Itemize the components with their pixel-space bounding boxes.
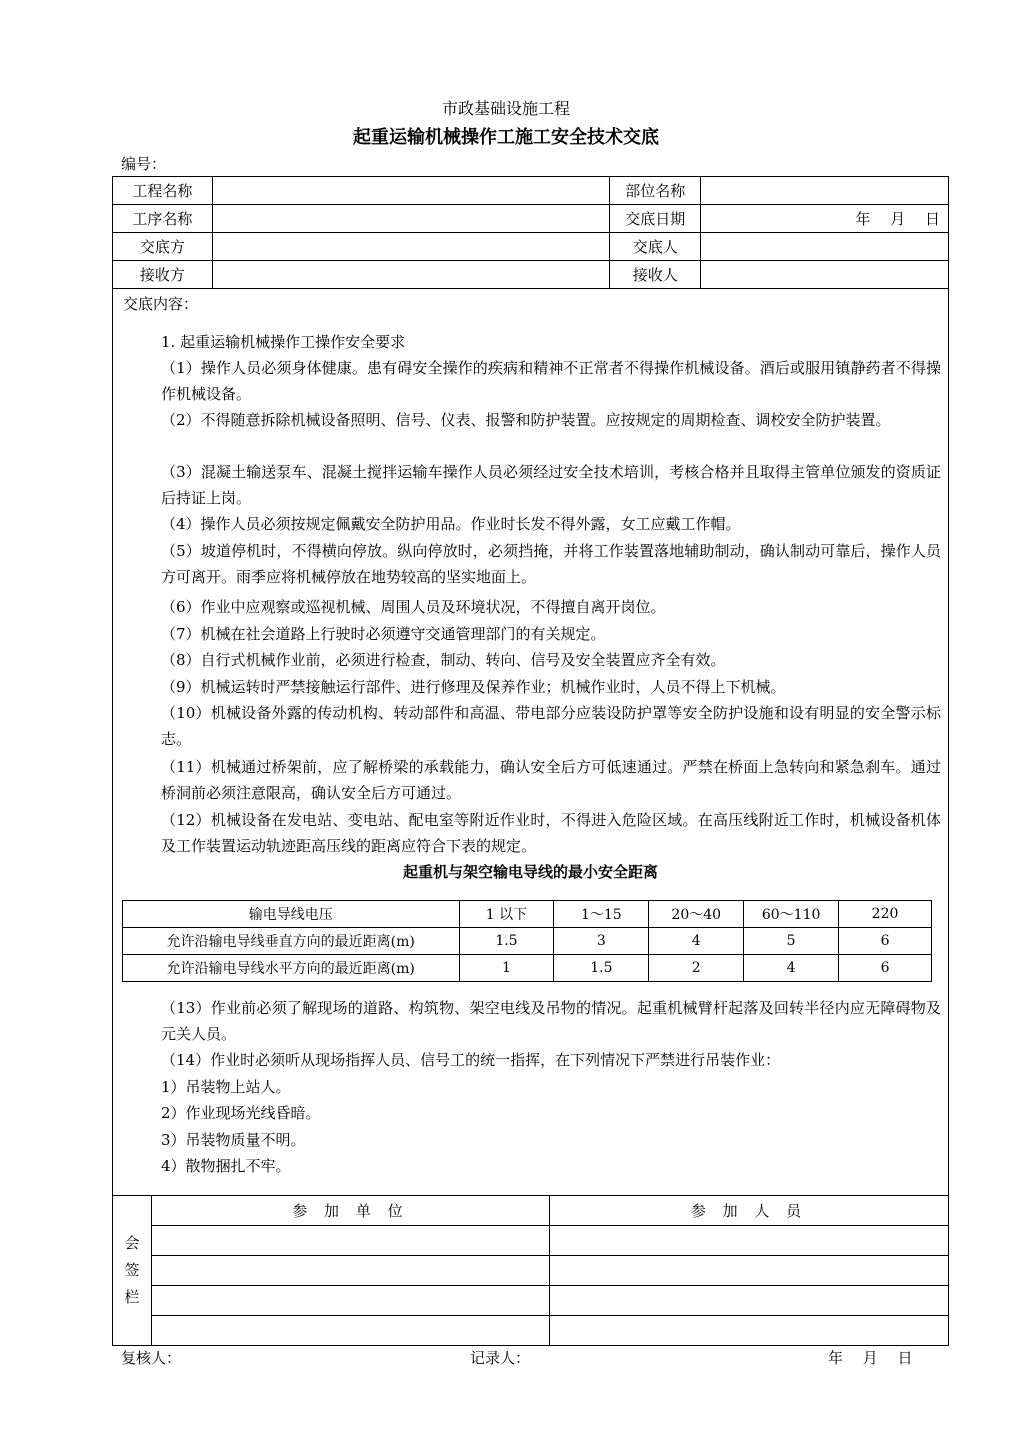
person-cell[interactable]: [549, 1256, 948, 1286]
sign-side-char: 会: [124, 1234, 140, 1252]
horizontal-distance-label: 允许沿输电导线水平方向的最近距离(m): [123, 955, 460, 982]
serial-number-label: 编号：: [121, 155, 167, 173]
unit-cell[interactable]: [151, 1256, 549, 1286]
voltage-header: 输电导线电压: [123, 901, 460, 928]
distance-table: [122, 900, 932, 982]
document-title: 起重运输机械操作工施工安全技术交底: [353, 127, 659, 148]
paragraph-7: （7）机械在社会道路上行驶时必须遵守交通管理部门的有关规定。: [161, 625, 606, 643]
sign-table: [112, 1195, 949, 1346]
list-item-4: 4）散物捆扎不牢。: [161, 1157, 291, 1175]
distance-cell: 4: [649, 928, 744, 955]
distance-cell: 6: [839, 955, 932, 982]
reviewer-label: 复核人：: [121, 1349, 182, 1367]
receiver-party-label: 接收方: [113, 261, 213, 289]
project-name-value[interactable]: [212, 177, 609, 205]
receiver-party-value[interactable]: [212, 261, 609, 289]
person-cell[interactable]: [549, 1226, 948, 1256]
paragraph-6: （6）作业中应观察或巡视机械、周围人员及环境状况，不得擅自离开岗位。: [161, 598, 666, 616]
voltage-cell: 220: [839, 901, 932, 928]
document-category: 市政基础设施工程: [441, 99, 570, 118]
info-row-giver: [113, 233, 949, 261]
paragraph-2: （2）不得随意拆除机械设备照明、信号、仪表、报警和防护装置。应按规定的周期检查、调校安全防护装置。: [161, 411, 891, 429]
sign-row: [113, 1316, 949, 1346]
paragraph-1: （1）操作人员必须身体健康。患有碍安全操作的疾病和精神不正常者不得操作机械设备。酒后或服用镇静药者不得操作机械设备。: [161, 359, 941, 403]
unit-cell[interactable]: [151, 1316, 549, 1346]
vertical-distance-row: [123, 928, 932, 955]
section-heading: 1. 起重运输机械操作工操作安全要求: [161, 333, 406, 351]
distance-cell: 4: [744, 955, 839, 982]
paragraph-9: （9）机械运转时严禁接触运行部件、进行修理及保养作业；机械作业时，人员不得上下机械。: [161, 678, 786, 696]
distance-cell: 1.5: [459, 928, 554, 955]
content-label: 交底内容：: [123, 295, 199, 313]
sign-side-label: [113, 1196, 152, 1346]
participating-person-header: 参 加 人 员: [549, 1196, 948, 1226]
voltage-cell: 20～40: [649, 901, 744, 928]
list-item-1: 1）吊装物上站人。: [161, 1078, 291, 1096]
giver-party-label: 交底方: [113, 233, 213, 261]
paragraph-12: （12）机械设备在发电站、变电站、配电室等附近作业时，不得进入危险区域。在高压线附近工作时，机械设备机体及工作装置运动轨迹距高压线的距离应符合下表的规定。: [161, 811, 941, 855]
paragraph-13: （13）作业前必须了解现场的道路、构筑物、架空电线及吊物的情况。起重机械臂杆起落及回转半径内应无障碍物及元关人员。: [161, 999, 941, 1043]
unit-cell[interactable]: [151, 1286, 549, 1316]
paragraph-14: （14）作业时必须听从现场指挥人员、信号工的统一指挥，在下列情况下严禁进行吊装作业：: [161, 1051, 781, 1069]
receiver-person-value[interactable]: [701, 261, 949, 289]
distance-header-row: [123, 901, 932, 928]
distance-table-title: 起重机与架空输电导线的最小安全距离: [402, 863, 658, 881]
receiver-person-label: 接收人: [610, 261, 701, 289]
giver-party-value[interactable]: [212, 233, 609, 261]
paragraph-8: （8）自行式机械作业前，必须进行检查，制动、转向、信号及安全装置应齐全有效。: [161, 651, 726, 669]
content-section: [112, 289, 949, 1195]
process-name-value[interactable]: [212, 205, 609, 233]
unit-cell[interactable]: [151, 1226, 549, 1256]
distance-cell: 1: [459, 955, 554, 982]
paragraph-11: （11）机械通过桥架前，应了解桥梁的承载能力，确认安全后方可低速通过。严禁在桥面上急转向和紧急刹车。通过桥洞前必须注意限高，确认安全后方可通过。: [161, 758, 941, 802]
distance-cell: 2: [649, 955, 744, 982]
paragraph-5: （5）坡道停机时，不得横向停放。纵向停放时，必须挡掩，并将工作装置落地辅助制动，确认制动可靠后，操作人员方可离开。雨季应将机械停放在地势较高的坚实地面上。: [161, 542, 941, 586]
vertical-distance-label: 允许沿输电导线垂直方向的最近距离(m): [123, 928, 460, 955]
date-value[interactable]: 年 月 日: [701, 205, 949, 233]
info-table: [112, 176, 949, 289]
footer-date: 年 月 日: [828, 1349, 913, 1367]
sign-row: [113, 1286, 949, 1316]
sign-row: [113, 1256, 949, 1286]
sign-row: [113, 1226, 949, 1256]
distance-cell: 1.5: [554, 955, 649, 982]
process-name-label: 工序名称: [113, 205, 213, 233]
info-row-project: [113, 177, 949, 205]
giver-person-label: 交底人: [610, 233, 701, 261]
sign-side-char: 签: [124, 1261, 140, 1279]
giver-person-value[interactable]: [701, 233, 949, 261]
recorder-label: 记录人：: [470, 1349, 531, 1367]
project-name-label: 工程名称: [113, 177, 213, 205]
person-cell[interactable]: [549, 1316, 948, 1346]
sign-side-char: 栏: [124, 1288, 140, 1306]
sign-header-row: [113, 1196, 949, 1226]
distance-cell: 3: [554, 928, 649, 955]
paragraph-3: （3）混凝土输送泵车、混凝土搅拌运输车操作人员必须经过安全技术培训，考核合格并且取得主管单位颁发的资质证后持证上岗。: [161, 463, 941, 507]
info-row-process: [113, 205, 949, 233]
paragraph-10: （10）机械设备外露的传动机构、转动部件和高温、带电部分应装设防护罩等安全防护设施和设有明显的安全警示标志。: [161, 704, 941, 748]
distance-cell: 5: [744, 928, 839, 955]
list-item-3: 3）吊装物质量不明。: [161, 1131, 306, 1149]
person-cell[interactable]: [549, 1286, 948, 1316]
voltage-cell: 60～110: [744, 901, 839, 928]
distance-cell: 6: [839, 928, 932, 955]
info-row-receiver: [113, 261, 949, 289]
voltage-cell: 1 以下: [459, 901, 554, 928]
paragraph-4: （4）操作人员必须按规定佩戴安全防护用品。作业时长发不得外露，女工应戴工作帽。: [161, 515, 741, 533]
part-name-label: 部位名称: [610, 177, 701, 205]
date-label: 交底日期: [610, 205, 701, 233]
voltage-cell: 1～15: [554, 901, 649, 928]
participating-unit-header: 参 加 单 位: [151, 1196, 549, 1226]
part-name-value[interactable]: [701, 177, 949, 205]
horizontal-distance-row: [123, 955, 932, 982]
list-item-2: 2）作业现场光线昏暗。: [161, 1104, 321, 1122]
